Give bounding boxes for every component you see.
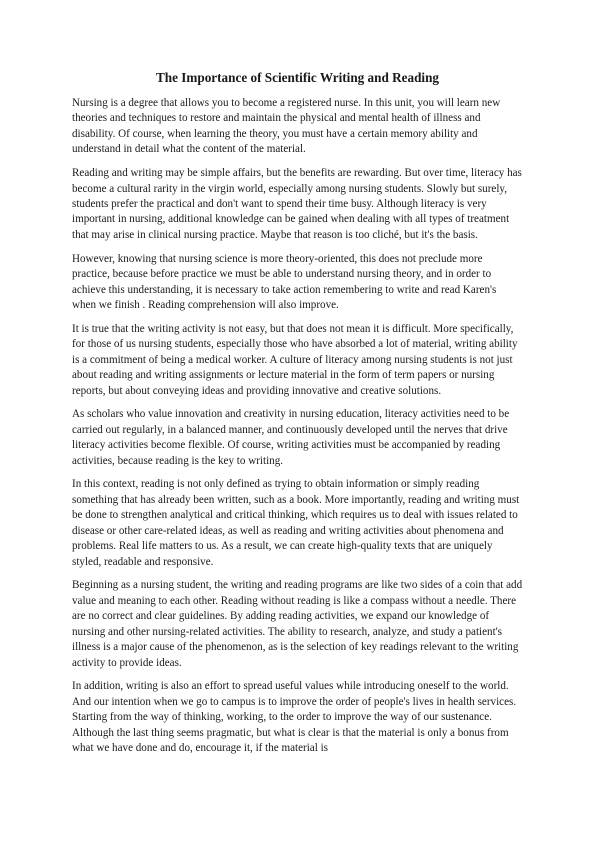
document-body <box>72 96 523 765</box>
paragraph-7: Beginning as a nursing student, the writing and reading programs are like two sides of a coin that add value and meaning to each other. Reading without reading is like a compass without a needle. There are no correct and clear guidelines. By adding reading activities, we expand our knowledge of nursing and other nursing-related activities. The ability to research, analyze, and study a patient's illness is a major cause of the phenomenon, as is the selection of key readings relevant to the writing activity to provide ideas. <box>72 579 523 669</box>
paragraph-4: It is true that the writing activity is not easy, but that does not mean it is difficult. More specifically, for those of us nursing students, especially those who have absorbed a lot of material, writing ability is a commitment of being a medical worker. A culture of literacy among nursing students is not just about reading and writing assignments or lecture material in the form of term papers or nursing reports, but about conveying ideas and providing innovative and creative solutions. <box>72 322 518 397</box>
paragraph-6: In this context, reading is not only defined as trying to obtain information or simply reading something that has already been written, such as a book. More importantly, reading and writing must be done to strengthen analytical and critical thinking, which requires us to deal with issues related to disease or other care-related ideas, as well as reading and writing activities about phenomena and problems. Real life matters to us. As a result, we can create high-quality texts that are uniquely styled, readable and responsive. <box>72 478 520 568</box>
paragraph-5: As scholars who value innovation and creativity in nursing education, literacy activities need to be carried out regularly, in a balanced manner, and continuously developed until the nerves that drive literacy activities become flexible. Of course, writing activities must be accompanied by reading activities, because reading is the key to writing. <box>72 408 510 467</box>
paragraph-2: Reading and writing may be simple affairs, but the benefits are rewarding. But over time, literacy has become a cultural rarity in the virgin world, especially among nursing students. Slowly but surely, students prefer the practical and don't want to spend their time busy. Although literacy is very important in nursing, additional knowledge can be gained when dealing with all types of treatment that may arise in clinical nursing practice. Maybe that reason is too cliché, but it's the basis. <box>72 167 522 241</box>
paragraph-3: However, knowing that nursing science is more theory-oriented, this does not preclude more practice, because before practice we must be able to understand nursing theory, and in order to achieve this understanding, it is necessary to take action remembering to write and read Karen's when we finish . Reading comprehension will also improve. <box>72 252 497 312</box>
paragraph-1: Nursing is a degree that allows you to become a registered nurse. In this unit, you will learn new theories and techniques to restore and maintain the physical and mental health of illness and disability. Of course, when learning the theory, you must have a certain memory ability and understand in detail what the content of the material. <box>72 97 501 156</box>
paragraph-8: In addition, writing is also an effort to spread useful values while introducing oneself to the world. And our intention when we go to campus is to improve the order of people's lives in health services. Starting from the way of thinking, working, to the order to improve the way of our sustenance. Although the last thing seems pragmatic, but what is clear is that the material is only a bonus from what we have done and do, encourage it, if the material is <box>72 680 517 755</box>
document-title: The Importance of Scientific Writing and Reading <box>155 70 440 85</box>
